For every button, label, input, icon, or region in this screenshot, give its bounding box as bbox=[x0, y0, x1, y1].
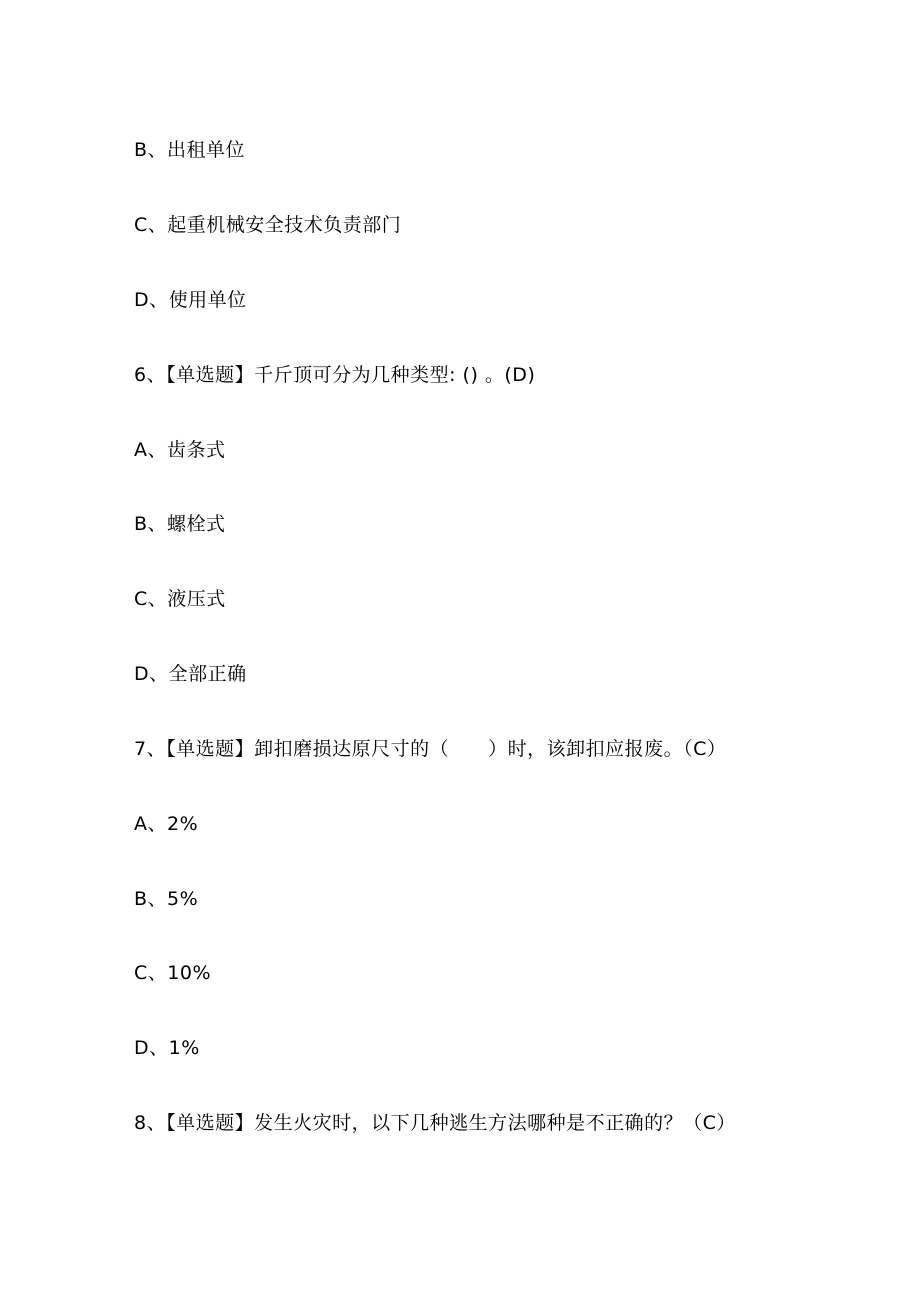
q6-option-b: B、螺栓式 bbox=[134, 513, 226, 535]
q6-option-c: C、液压式 bbox=[134, 588, 226, 610]
question-7: 7、【单选题】卸扣磨损达原尺寸的（ ）时，该卸扣应报废。（C） bbox=[134, 738, 727, 760]
question-6: 6、【单选题】千斤顶可分为几种类型: () 。(D) bbox=[134, 364, 536, 386]
option-d-user-unit: D、使用单位 bbox=[134, 289, 247, 311]
q7-option-c: C、10% bbox=[134, 962, 211, 984]
question-8: 8、【单选题】发生火灾时，以下几种逃生方法哪种是不正确的？（C） bbox=[134, 1112, 736, 1134]
q7-option-b: B、5% bbox=[134, 888, 199, 910]
q6-option-d: D、全部正确 bbox=[134, 663, 247, 685]
q7-option-a: A、2% bbox=[134, 813, 199, 835]
q7-option-d: D、1% bbox=[134, 1037, 200, 1059]
option-b-rental-unit: B、出租单位 bbox=[134, 139, 246, 161]
q6-option-a: A、齿条式 bbox=[134, 439, 226, 461]
option-c-safety-tech-dept: C、起重机械安全技术负责部门 bbox=[134, 214, 402, 236]
